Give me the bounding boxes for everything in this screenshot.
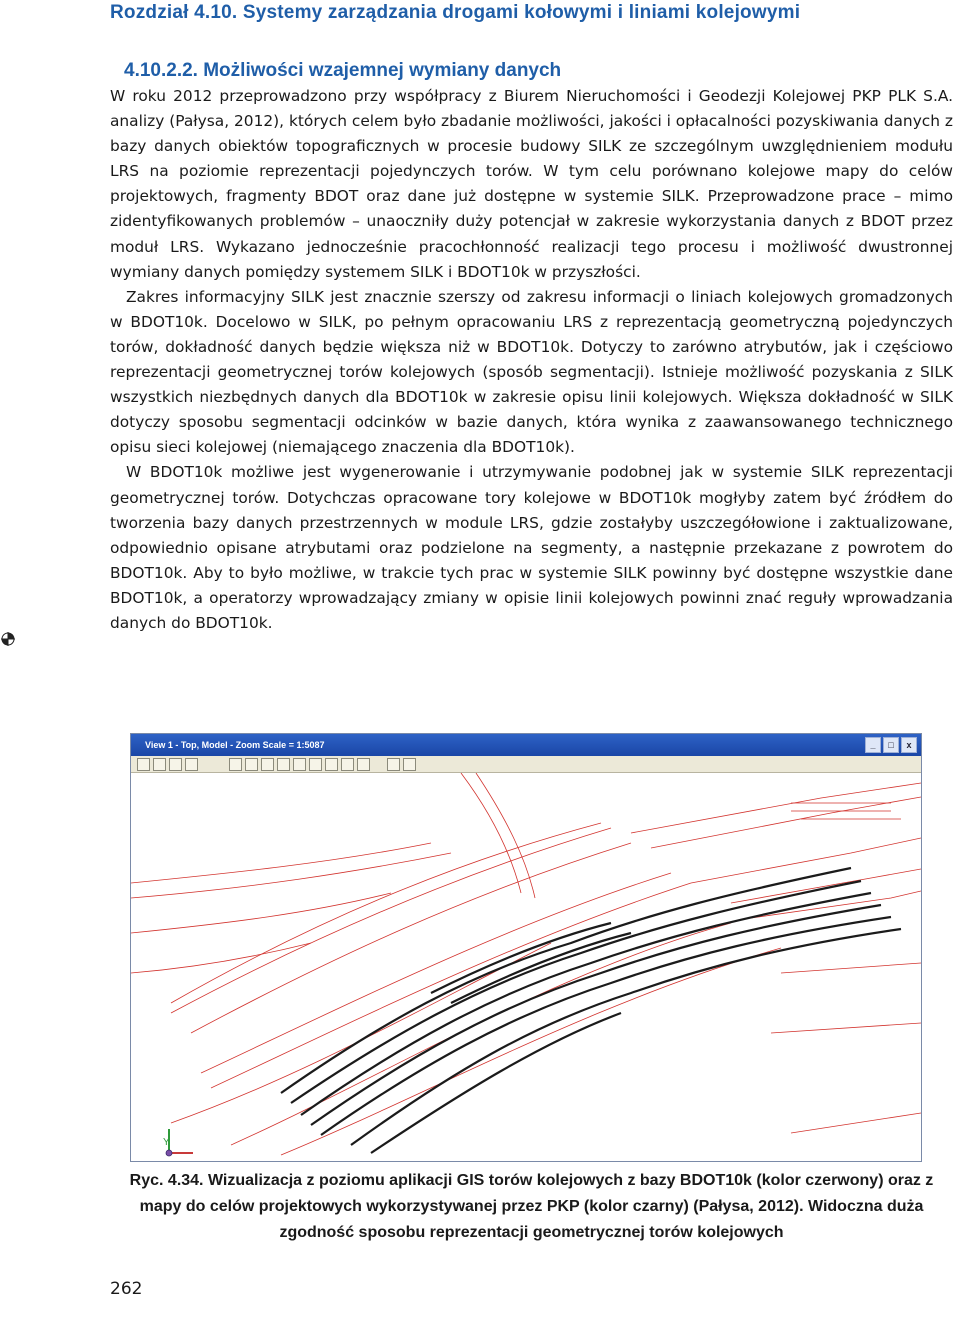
paragraph-1: W roku 2012 przeprowadzono przy współpracy z Biurem Nieruchomości i Geodezji Kolejowej PKP PLK S.A. analizy (Pałysa, 2012), których celem było zbadanie możliwości, jakości i opłacalności pozyskiwania danych z bazy danych obiektów topograficznych w procesie budowy SILK ze szczególnym uwzględnieniem modułu LRS na poziomie reprezentacji pojedynczych torów. W tym celu porównano kolejowe mapy do celów projektowych, fragmenty BDOT oraz dane już dostępne w systemie SILK. Przeprowadzone prace – mimo zidentyfikowanych problemów – unaoczniły duży potencjał w zakresie wykorzystania danych z BDOT przez moduł LRS. Wykazano jednocześnie pracochłonność realizacji tego procesu i możliwość dwustronnej wymiany danych pomiędzy systemem SILK i BDOT10k w przyszłości. [110, 87, 953, 281]
close-button[interactable]: x [901, 737, 917, 753]
chapter-header: Rozdział 4.10. Systemy zarządzania drogami kołowymi i liniami kolejowymi [110, 2, 801, 23]
body-text [110, 84, 953, 636]
pan-view-icon[interactable] [325, 758, 338, 771]
view-attributes-icon[interactable] [137, 758, 150, 771]
rotate-icon[interactable] [185, 758, 198, 771]
figure-caption-text: Wizualizacja z poziomu aplikacji GIS torów kolejowych z bazy BDOT10k (kolor czerwony) oraz z mapy do celów projektowych wykorzystywanej przez PKP (kolor czarny) (Pałysa, 2012). Widoczna duża zgodność sposobu reprezentacji geometrycznej torów kolejowych [139, 1172, 934, 1241]
clip-mask-icon[interactable] [403, 758, 416, 771]
maximize-button[interactable]: □ [883, 737, 899, 753]
update-view-icon[interactable] [229, 758, 242, 771]
view-previous-icon[interactable] [341, 758, 354, 771]
figure-caption [110, 1168, 953, 1246]
page-number: 262 [110, 1279, 143, 1299]
window-area-icon[interactable] [277, 758, 290, 771]
paragraph-2: Zakres informacyjny SILK jest znacznie szerszy od zakresu informacji o liniach kolejowych gromadzonych w BDOT10k. Docelowo w SILK, po pełnym opracowaniu LRS z reprezentacją geometryczną pojedynczych torów, dokładność danych będzie większa niż w BDOT10k. Dotyczy to zarówno atrybutów, jak i częściowo reprezentacji geometrycznej torów kolejowych (sposób segmentacji). Istnieje możliwość pozyskania z SILK wszystkich niezbędnych danych dla BDOT10k w zakresie opisu linii kolejowych. Większa dokładność w SILK dotyczy sposobu segmentacji odcinków w bazie danych, która wynika z zaawansowanego technicznego opisu sieci kolejowej (niemającego znaczenia dla BDOT10k). [110, 287, 953, 457]
fit-view-icon[interactable] [293, 758, 306, 771]
y-axis-label: Y [163, 1137, 170, 1148]
rotate-view-icon[interactable] [309, 758, 322, 771]
minimize-button[interactable]: _ [865, 737, 881, 753]
display-style-icon[interactable] [153, 758, 166, 771]
paragraph-3: W BDOT10k możliwe jest wygenerowanie i utrzymywanie podobnej jak w systemie SILK reprezentacji geometrycznej torów. Dotychczas opracowane tory kolejowe w BDOT10k mogłyby zatem być źródłem do tworzenia bazy danych przestrzennych w module LRS, gdzie zostałyby uszczegółowione i zaktualizowane, odpowiednio opisane atrybutami oraz podzielone na segmenty, a następnie przekazane z powrotem do BDOT10k. Aby to było możliwe, w trakcie tych prac w systemie SILK powinny być dostępne wszystkie dane BDOT10k, a operatorzy wprowadzający zmiany w opisie linii kolejowych powinni znać reguły wprowadzania danych do BDOT10k. [110, 463, 953, 632]
registration-mark-icon [1, 632, 15, 646]
section-title: 4.10.2.2. Możliwości wzajemnej wymiany danych [124, 60, 562, 81]
view-window-title: View 1 - Top, Model - Zoom Scale = 1:5087 [145, 740, 325, 750]
zoom-in-icon[interactable] [245, 758, 258, 771]
view-toolbar [131, 756, 921, 773]
project-map-track-lines [281, 868, 901, 1153]
figure-label: Ryc. 4.34. [129, 1172, 204, 1189]
bdot-track-lines [131, 773, 921, 1155]
clip-volume-icon[interactable] [387, 758, 400, 771]
view-next-icon[interactable] [357, 758, 370, 771]
zoom-out-icon[interactable] [261, 758, 274, 771]
track-map-canvas [131, 773, 921, 1161]
view-window-titlebar [131, 734, 921, 756]
gis-view-figure [130, 733, 922, 1162]
view-axis-triad [163, 1129, 193, 1156]
level-display-icon[interactable] [169, 758, 182, 771]
